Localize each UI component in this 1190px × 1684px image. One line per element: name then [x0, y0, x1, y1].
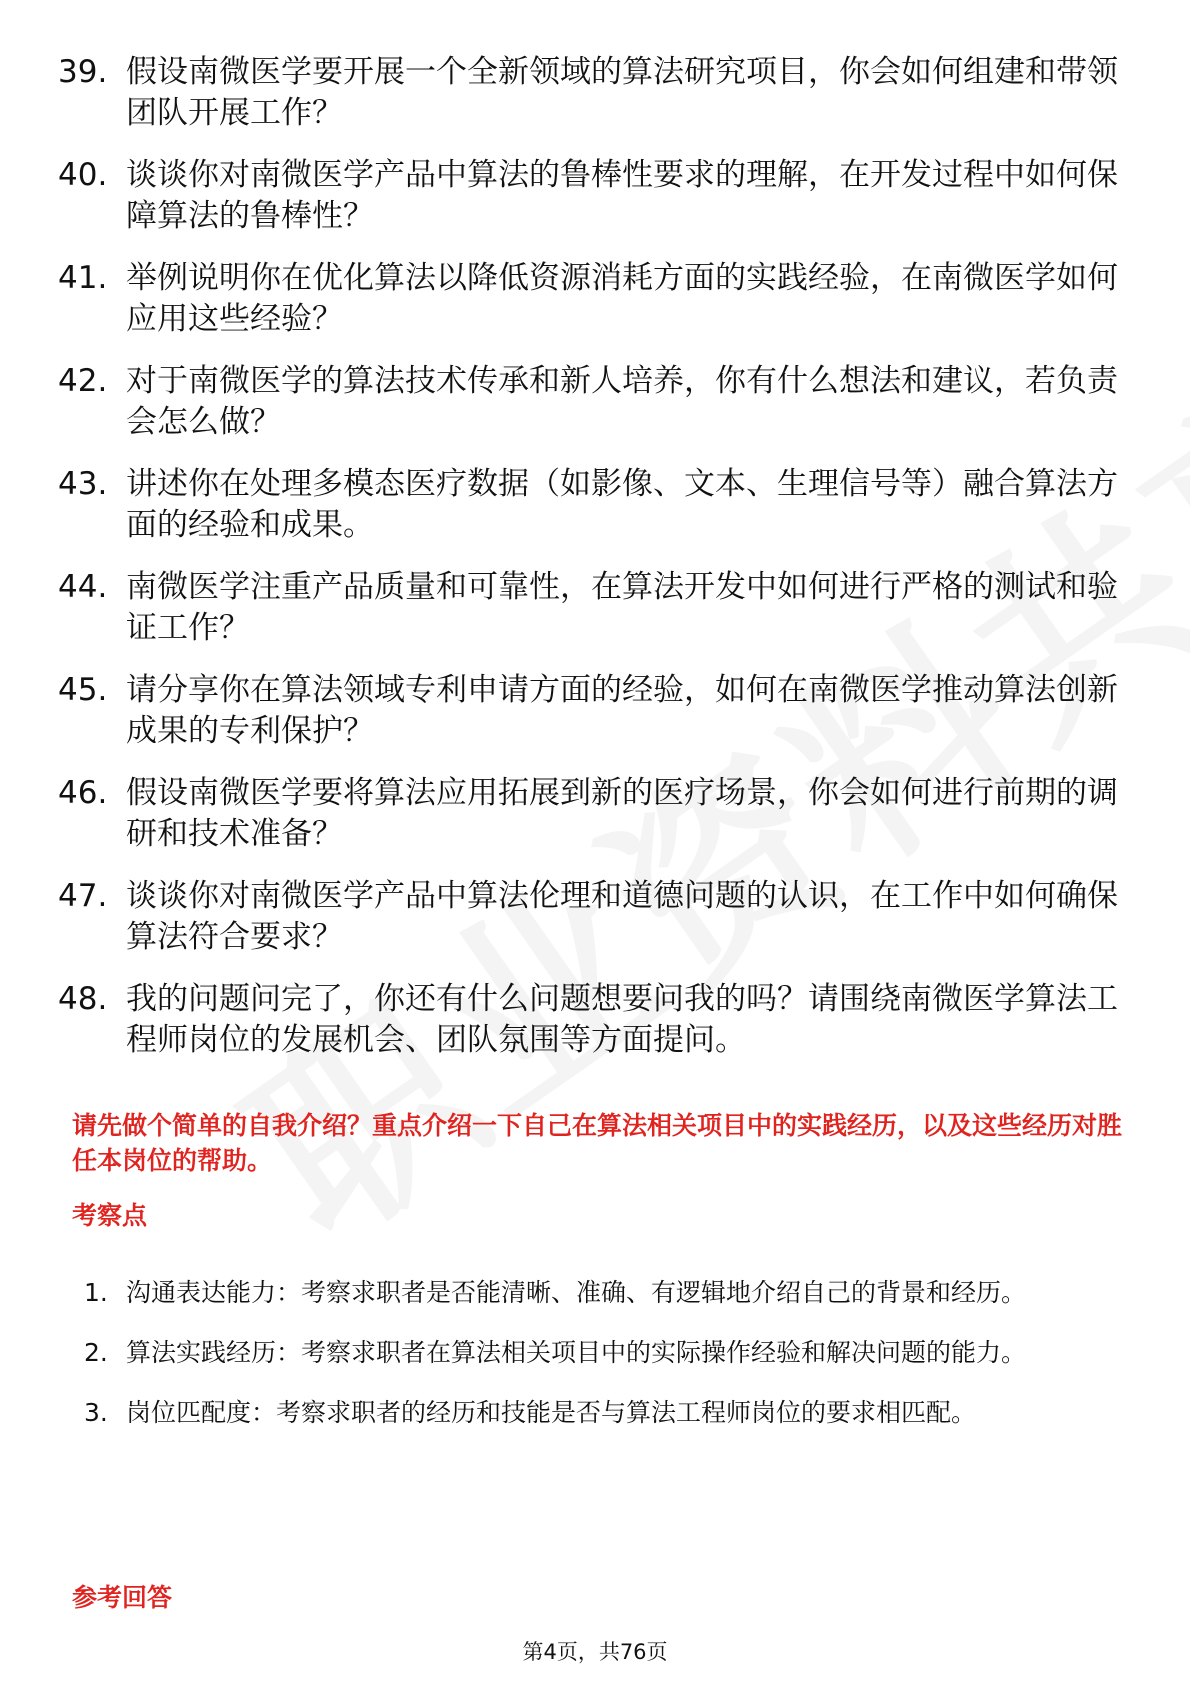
question-text: 我的问题问完了，你还有什么问题想要问我的吗？请围绕南微医学算法工程师岗位的发展机会、团队氛围等方面提问。	[126, 981, 1118, 1058]
question-item	[58, 258, 1118, 340]
question-text: 南微医学注重产品质量和可靠性，在算法开发中如何进行严格的测试和验证工作？	[126, 569, 1118, 646]
answer-section-title: 参考回答	[72, 1583, 173, 1612]
question-text: 假设南微医学要开展一个全新领域的算法研究项目，你会如何组建和带领团队开展工作？	[126, 54, 1118, 131]
point-item	[84, 1263, 1124, 1323]
points-list	[84, 1263, 1124, 1443]
highlight-question: 请先做个简单的自我介绍？重点介绍一下自己在算法相关项目中的实践经历，以及这些经历对胜任本岗位的帮助。	[72, 1111, 1123, 1175]
question-text: 讲述你在处理多模态医疗数据（如影像、文本、生理信号等）融合算法方面的经验和成果。	[126, 466, 1118, 543]
point-text: 算法实践经历：考察求职者在算法相关项目中的实际操作经验和解决问题的能力。	[126, 1338, 1027, 1367]
question-item	[58, 670, 1118, 752]
point-text: 岗位匹配度：考察求职者的经历和技能是否与算法工程师岗位的要求相匹配。	[126, 1398, 977, 1427]
question-item	[58, 876, 1118, 958]
question-number: 43.	[58, 466, 108, 502]
question-text: 举例说明你在优化算法以降低资源消耗方面的实践经验，在南微医学如何应用这些经验？	[126, 260, 1118, 337]
page-footer: 第4页，共76页	[522, 1640, 668, 1664]
question-text: 对于南微医学的算法技术传承和新人培养，你有什么想法和建议，若负责会怎么做？	[126, 363, 1118, 440]
question-number: 48.	[58, 981, 108, 1017]
question-item	[58, 773, 1118, 855]
question-item	[58, 361, 1118, 443]
question-number: 40.	[58, 157, 108, 193]
question-list	[58, 52, 1118, 1082]
question-item	[58, 155, 1118, 237]
point-text: 沟通表达能力：考察求职者是否能清晰、准确、有逻辑地介绍自己的背景和经历。	[126, 1278, 1027, 1307]
point-item	[84, 1323, 1124, 1383]
question-number: 44.	[58, 569, 108, 605]
point-number: 3.	[84, 1398, 108, 1427]
question-number: 46.	[58, 775, 108, 811]
question-number: 39.	[58, 54, 108, 90]
point-item	[84, 1383, 1124, 1443]
question-text: 假设南微医学要将算法应用拓展到新的医疗场景，你会如何进行前期的调研和技术准备？	[126, 775, 1118, 852]
question-text: 谈谈你对南微医学产品中算法伦理和道德问题的认识，在工作中如何确保算法符合要求？	[126, 878, 1118, 955]
question-number: 41.	[58, 260, 108, 296]
question-text: 谈谈你对南微医学产品中算法的鲁棒性要求的理解，在开发过程中如何保障算法的鲁棒性？	[126, 157, 1118, 234]
question-item	[58, 52, 1118, 134]
question-item	[58, 464, 1118, 546]
question-number: 47.	[58, 878, 108, 914]
point-number: 1.	[84, 1278, 108, 1307]
question-number: 45.	[58, 672, 108, 708]
question-number: 42.	[58, 363, 108, 399]
points-section-title: 考察点	[72, 1201, 148, 1230]
question-item	[58, 979, 1118, 1061]
question-text: 请分享你在算法领域专利申请方面的经验，如何在南微医学推动算法创新成果的专利保护？	[126, 672, 1118, 749]
point-number: 2.	[84, 1338, 108, 1367]
question-item	[58, 567, 1118, 649]
